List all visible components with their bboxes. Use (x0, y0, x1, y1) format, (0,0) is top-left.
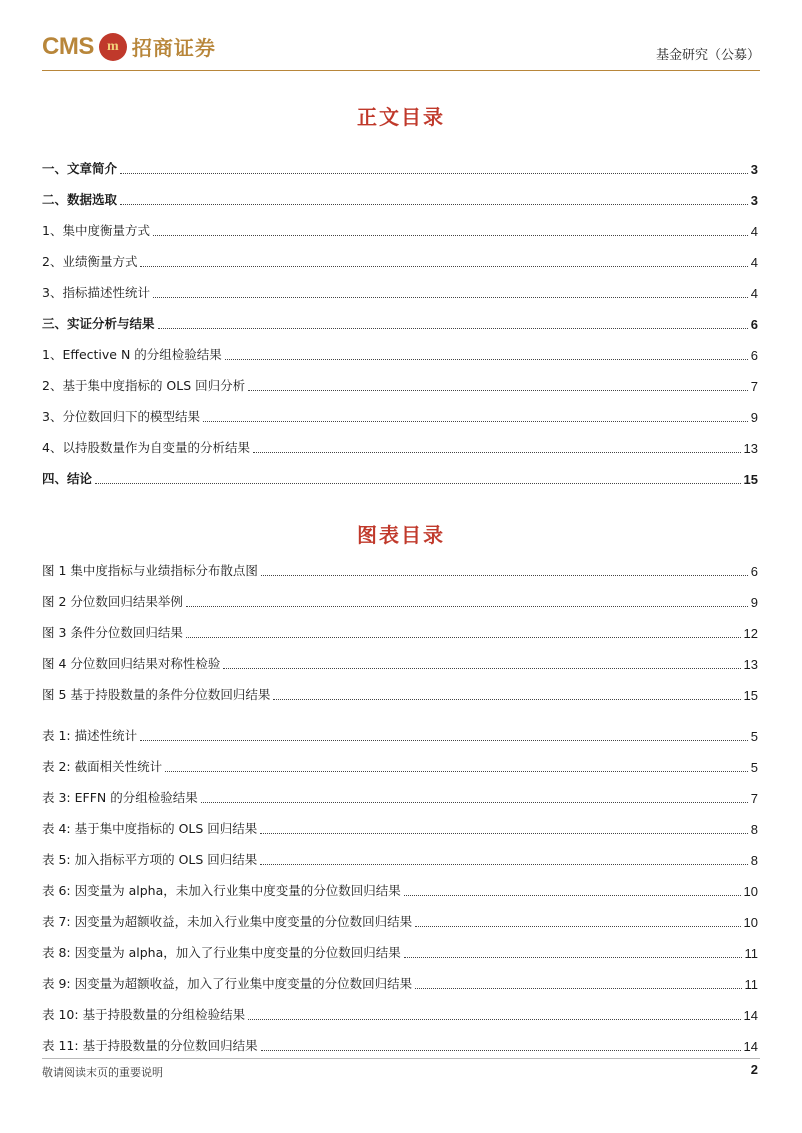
figure-toc-entry[interactable] (42, 548, 758, 579)
table-toc-entry[interactable] (42, 744, 758, 775)
toc-entry-page: 7 (750, 379, 758, 394)
table-toc-entry-label: 表 6: 因变量为 alpha，未加入行业集中度变量的分位数回归结果 (42, 883, 401, 898)
dot-leader (186, 605, 748, 607)
main-toc-title: 正文目录 (357, 105, 445, 129)
toc-entry-page: 3 (750, 193, 758, 208)
toc-entry-label: 二、数据选取 (42, 192, 118, 207)
dot-leader (415, 987, 741, 989)
figure-toc-entry[interactable] (42, 641, 758, 672)
toc-entry[interactable] (42, 332, 758, 363)
table-toc-entry[interactable] (42, 806, 758, 837)
dot-leader (120, 172, 748, 174)
dot-leader (253, 451, 741, 453)
toc-entry-label: 2、业绩衡量方式 (42, 254, 138, 269)
figure-toc-entry-page: 6 (750, 564, 758, 579)
dot-leader (153, 234, 748, 236)
toc-entry-label: 四、结论 (42, 471, 93, 486)
toc-entry-label: 2、基于集中度指标的 OLS 回归分析 (42, 378, 246, 393)
table-toc-entry[interactable] (42, 899, 758, 930)
dot-leader (404, 956, 742, 958)
toc-entry[interactable] (42, 363, 758, 394)
figure-toc-entry-page: 9 (750, 595, 758, 610)
table-toc-entry[interactable] (42, 837, 758, 868)
table-toc-entry-label: 表 9: 因变量为超额收益，加入了行业集中度变量的分位数回归结果 (42, 976, 413, 991)
toc-entry-page: 15 (743, 472, 758, 487)
toc-entry-label: 3、指标描述性统计 (42, 285, 150, 300)
table-toc-entry-label: 表 5: 加入指标平方项的 OLS 回归结果 (42, 852, 258, 867)
table-toc-entry-page: 11 (744, 946, 758, 961)
toc-entry[interactable] (42, 270, 758, 301)
toc-entry-page: 3 (750, 162, 758, 177)
dot-leader (404, 894, 741, 896)
footer-disclaimer-note: 敬请阅读末页的重要说明 (42, 1066, 163, 1079)
logo-company-name: 招商证券 (131, 36, 216, 60)
table-toc-entry-page: 8 (750, 853, 758, 868)
header-divider (42, 70, 760, 71)
dot-leader (165, 770, 748, 772)
toc-entry-page: 9 (750, 410, 758, 425)
toc-entry-page: 4 (750, 255, 758, 270)
figure-toc-entry-page: 15 (743, 688, 758, 703)
table-toc-entry-page: 11 (744, 977, 758, 992)
toc-entry[interactable] (42, 301, 758, 332)
toc-entry-page: 13 (743, 441, 758, 456)
table-toc-entry-page: 5 (750, 729, 758, 744)
dot-leader (248, 389, 748, 391)
table-toc-entry[interactable] (42, 961, 758, 992)
table-toc-entry[interactable] (42, 713, 758, 744)
toc-entry-label: 三、实证分析与结果 (42, 316, 155, 331)
toc-entry[interactable] (42, 239, 758, 270)
table-toc-entry-label: 表 8: 因变量为 alpha，加入了行业集中度变量的分位数回归结果 (42, 945, 401, 960)
figure-toc-entry-page: 12 (743, 626, 758, 641)
figure-toc-entry-label: 图 1 集中度指标与业绩指标分布散点图 (42, 563, 258, 578)
dot-leader (273, 698, 740, 700)
dot-leader (201, 801, 748, 803)
table-toc-entry-page: 10 (743, 884, 758, 899)
table-toc-entry-page: 10 (743, 915, 758, 930)
table-toc-entry-label: 表 2: 截面相关性统计 (42, 759, 163, 774)
toc-entry[interactable] (42, 394, 758, 425)
table-toc-entry-label: 表 4: 基于集中度指标的 OLS 回归结果 (42, 821, 258, 836)
toc-entry-page: 4 (750, 286, 758, 301)
table-toc-entry-label: 表 11: 基于持股数量的分位数回归结果 (42, 1038, 258, 1053)
report-category: 基金研究（公募） (655, 48, 760, 63)
toc-entry[interactable] (42, 425, 758, 456)
dot-leader (223, 667, 740, 669)
table-toc-entry-page: 14 (743, 1039, 758, 1054)
toc-entry-label: 一、文章简介 (42, 161, 118, 176)
table-toc-entry-label: 表 10: 基于持股数量的分组检验结果 (42, 1007, 246, 1022)
table-toc-entry-page: 14 (743, 1008, 758, 1023)
figure-toc-entry[interactable] (42, 610, 758, 641)
toc-entry-page: 6 (750, 348, 758, 363)
toc-entry-page: 4 (750, 224, 758, 239)
table-toc-entry[interactable] (42, 775, 758, 806)
figure-toc-entry[interactable] (42, 579, 758, 610)
dot-leader (261, 1049, 741, 1051)
toc-entry-page: 6 (750, 317, 758, 332)
figure-toc-entry-page: 13 (743, 657, 758, 672)
logo-cms-text: CMS (42, 32, 94, 60)
dot-leader (203, 420, 748, 422)
dot-leader (153, 296, 748, 298)
table-toc-entry-label: 表 1: 描述性统计 (42, 728, 138, 743)
table-toc-entry[interactable] (42, 992, 758, 1023)
logo-emblem-icon: m (99, 33, 127, 61)
table-toc-entry-page: 5 (750, 760, 758, 775)
footer-divider (42, 1058, 760, 1059)
figure-toc-entry-label: 图 3 条件分位数回归结果 (42, 625, 183, 640)
dot-leader (186, 636, 741, 638)
figure-toc-entry[interactable] (42, 672, 758, 703)
table-toc-entry-page: 8 (750, 822, 758, 837)
dot-leader (260, 863, 747, 865)
dot-leader (248, 1018, 740, 1020)
dot-leader (140, 265, 747, 267)
table-toc-entry-label: 表 7: 因变量为超额收益，未加入行业集中度变量的分位数回归结果 (42, 914, 413, 929)
main-toc-list (42, 146, 758, 487)
figure-toc-entry-label: 图 2 分位数回归结果举例 (42, 594, 183, 609)
figure-toc-entry-label: 图 5 基于持股数量的条件分位数回归结果 (42, 687, 271, 702)
figure-toc-entry-label: 图 4 分位数回归结果对称性检验 (42, 656, 221, 671)
company-logo (42, 32, 216, 61)
page-header (42, 28, 760, 72)
table-toc-list (42, 713, 758, 1054)
table-toc-entry-page: 7 (750, 791, 758, 806)
table-toc-entry[interactable] (42, 930, 758, 961)
toc-entry-label: 4、以持股数量作为自变量的分析结果 (42, 440, 250, 455)
dot-leader (120, 203, 748, 205)
dot-leader (260, 832, 747, 834)
dot-leader (140, 739, 748, 741)
dot-leader (95, 482, 741, 484)
figure-toc-list (42, 548, 758, 703)
toc-entry[interactable] (42, 146, 758, 177)
toc-entry-label: 1、Effective N 的分组检验结果 (42, 347, 222, 362)
table-toc-entry[interactable] (42, 1023, 758, 1054)
toc-entry[interactable] (42, 177, 758, 208)
dot-leader (415, 925, 740, 927)
table-toc-entry[interactable] (42, 868, 758, 899)
dot-leader (225, 358, 748, 360)
toc-entry-label: 1、集中度衡量方式 (42, 223, 150, 238)
chart-toc-title: 图表目录 (357, 523, 445, 547)
toc-entry-label: 3、分位数回归下的模型结果 (42, 409, 200, 424)
dot-leader (261, 574, 748, 576)
table-toc-entry-label: 表 3: EFFN 的分组检验结果 (42, 790, 198, 805)
dot-leader (158, 327, 748, 329)
toc-entry[interactable] (42, 456, 758, 487)
page-number: 2 (750, 1062, 758, 1077)
toc-entry[interactable] (42, 208, 758, 239)
